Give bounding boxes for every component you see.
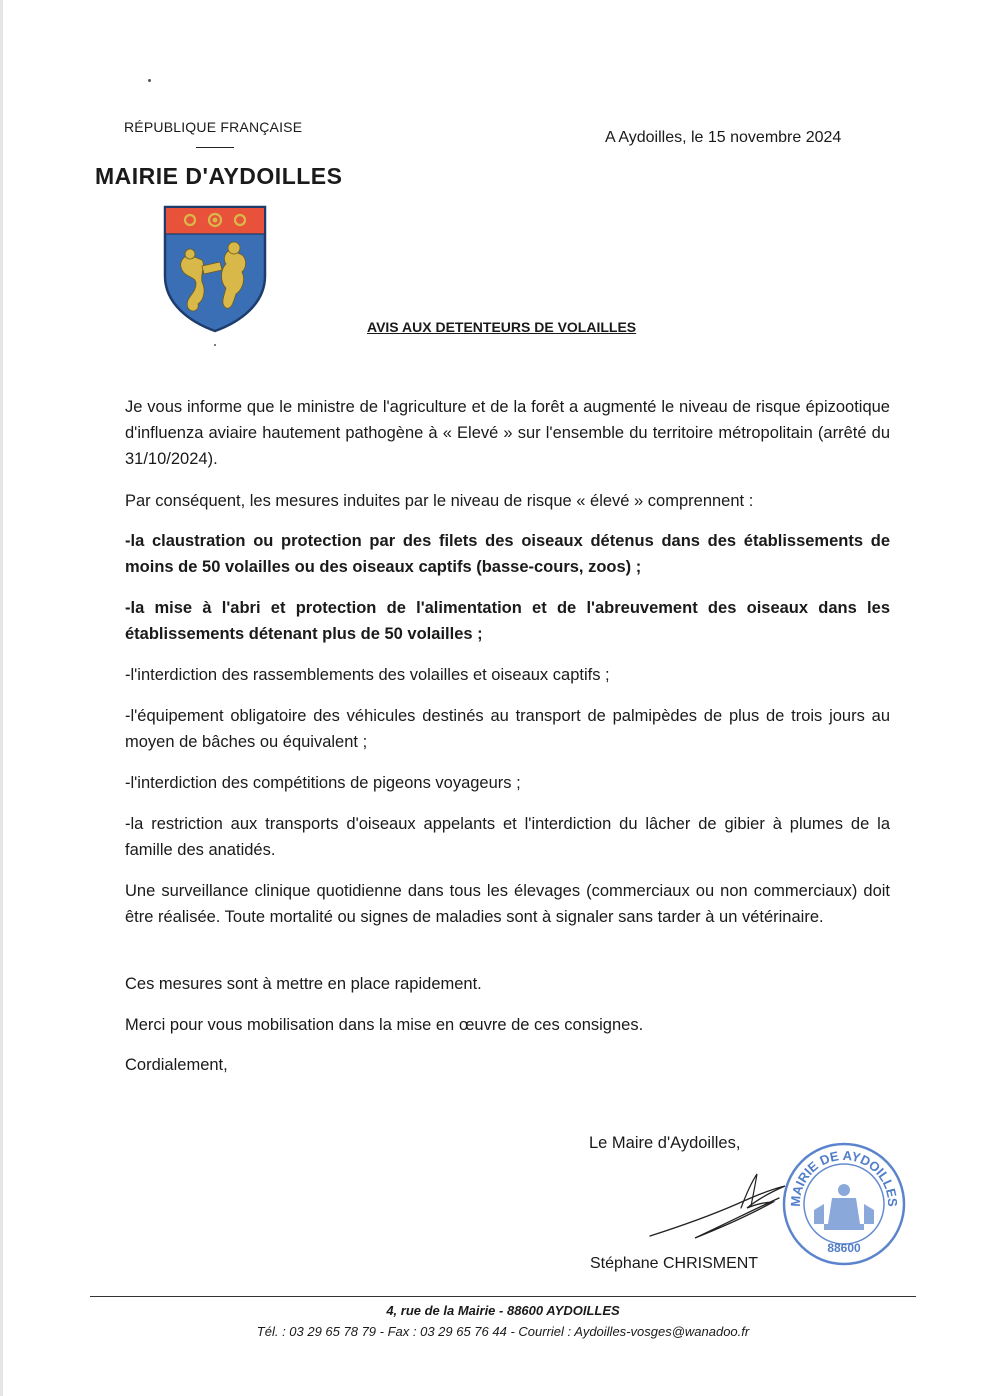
scan-speck bbox=[148, 79, 151, 82]
footer-contact: Tél. : 03 29 65 78 79 - Fax : 03 29 65 76 44 - Courriel : Aydoilles-vosges@wanadoo.fr bbox=[256, 1324, 750, 1339]
republic-label: RÉPUBLIQUE FRANÇAISE bbox=[124, 119, 303, 135]
measure-item: -la claustration ou protection par des filets des oiseaux détenus dans des établissements de moins de 50 volailles ou des oiseaux captifs (basse-cours, zoos) ; bbox=[125, 532, 890, 576]
consequence-paragraph: Par conséquent, les mesures induites par le niveau de risque « élevé » comprennent : bbox=[125, 492, 754, 510]
footer-divider bbox=[90, 1296, 916, 1297]
footer-address: 4, rue de la Mairie - 88600 AYDOILLES bbox=[386, 1303, 620, 1318]
scan-speck bbox=[214, 344, 216, 346]
svg-text:88600: 88600 bbox=[827, 1241, 861, 1255]
svg-text:MAIRIE DE AYDOILLES: MAIRIE DE AYDOILLES bbox=[787, 1147, 901, 1208]
measure-item: -la mise à l'abri et protection de l'alimentation et de l'abreuvement des oiseaux dans les établissements détenant plus de 50 volailles ; bbox=[125, 599, 890, 643]
mairie-seal-stamp bbox=[780, 1140, 908, 1268]
measure-item: -l'interdiction des rassemblements des volailles et oiseaux captifs ; bbox=[125, 666, 610, 684]
republic-divider bbox=[196, 147, 234, 148]
notice-title: AVIS AUX DETENTEURS DE VOLAILLES bbox=[367, 319, 637, 335]
surveillance-paragraph: Une surveillance clinique quotidienne dans tous les élevages (commerciaux ou non commerciaux) doit être réalisée. Toute mortalité ou signes de maladies sont à signaler sans tarder à un vétérinaire. bbox=[125, 882, 890, 926]
closing-line: Cordialement, bbox=[125, 1056, 228, 1074]
thanks-paragraph: Merci pour vous mobilisation dans la mise en œuvre de ces consignes. bbox=[125, 1016, 644, 1034]
rapid-paragraph: Ces mesures sont à mettre en place rapidement. bbox=[125, 975, 482, 993]
measure-item: -la restriction aux transports d'oiseaux appelants et l'interdiction du lâcher de gibier à plumes de la famille des anatidés. bbox=[125, 815, 890, 859]
intro-paragraph: Je vous informe que le ministre de l'agriculture et de la forêt a augmenté le niveau de risque épizootique d'influenza aviaire hautement pathogène à « Elevé » sur l'ensemble du territoire métropolitain (arrêté du 31/10/2024). bbox=[125, 398, 890, 468]
measure-item: -l'équipement obligatoire des véhicules destinés au transport de palmipèdes de plus de trois jours au moyen de bâches ou équivalent ; bbox=[125, 707, 890, 751]
mairie-heading: MAIRIE D'AYDOILLES bbox=[95, 163, 343, 189]
measure-item: -l'interdiction des compétitions de pigeons voyageurs ; bbox=[125, 774, 521, 792]
signer-title: Le Maire d'Aydoilles, bbox=[589, 1134, 741, 1152]
letter-date: A Aydoilles, le 15 novembre 2024 bbox=[605, 129, 842, 146]
signer-name: Stéphane CHRISMENT bbox=[590, 1255, 759, 1272]
coat-of-arms-icon bbox=[162, 204, 268, 334]
